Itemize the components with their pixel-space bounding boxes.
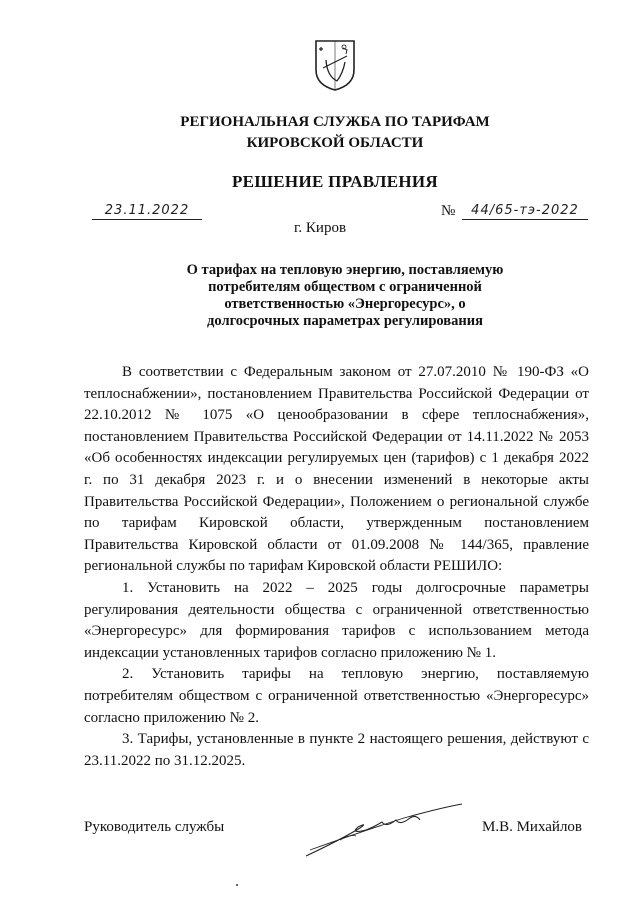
body-paragraph-item-1: 1. Установить на 2022 – 2025 годы долгосрочные параметры регулирования деятельности общества с ограниченной ответственностью «Энергоресурс» для формирования тарифов с использованием метода индексации установленных тарифов согласно приложению № 1. xyxy=(84,579,589,661)
decision-subject xyxy=(160,262,530,330)
subject-line: ответственностью «Энергоресурс», о xyxy=(224,296,466,312)
number-label: № xyxy=(441,203,456,219)
decision-date: 23.11.2022 xyxy=(92,203,202,220)
subject-line: О тарифах на тепловую энергию, поставляемую xyxy=(186,262,504,278)
scan-speck xyxy=(236,884,238,886)
subject-line: потребителям обществом с ограниченной xyxy=(208,279,482,295)
body-paragraph-item-3: 3. Тарифы, установленные в пункте 2 настоящего решения, действуют с 23.11.2022 по 31.12.2025. xyxy=(84,731,589,769)
coat-of-arms-icon xyxy=(313,38,357,92)
body-paragraph-preamble: В соответствии с Федеральным законом от 27.07.2010 № 190-ФЗ «О теплоснабжении», постановлением Правительства Российской Федерации от 22.10.2012 № 1075 «О ценообразовании в сфере теплоснабжения», постановлением Правительства Российской Федерации от 14.11.2022 № 2053 «Об особенностях индексации регулируемых цен (тарифов) с 1 декабря 2022 г. по 31 декабря 2023 г. и о внесении изменений в некоторые акты Правительства Российской Федерации», Положением о региональной службе по тарифам Кировской области, утвержденным постановлением Правительства Кировской области от 01.09.2008 № 144/365, правление региональной службы по тарифам Кировской области РЕШИЛО: xyxy=(84,364,589,575)
org-name-line1: РЕГИОНАЛЬНАЯ СЛУЖБА ПО ТАРИФАМ xyxy=(180,114,490,130)
signatory-position: Руководитель службы xyxy=(84,819,225,835)
signature-icon xyxy=(300,800,470,862)
subject-line: долгосрочных параметрах регулирования xyxy=(207,313,483,329)
document-title: РЕШЕНИЕ ПРАВЛЕНИЯ xyxy=(232,172,438,191)
decision-number: 44/65-тэ-2022 xyxy=(462,203,588,220)
city: г. Киров xyxy=(293,220,347,236)
decision-body xyxy=(84,362,589,772)
signatory-name: М.В. Михайлов xyxy=(482,819,583,835)
body-paragraph-item-2: 2. Установить тарифы на тепловую энергию, поставляемую потребителям обществом с ограниченной ответственностью «Энергоресурс» согласно приложению № 2. xyxy=(84,666,589,726)
org-name-line2: КИРОВСКОЙ ОБЛАСТИ xyxy=(246,135,424,151)
